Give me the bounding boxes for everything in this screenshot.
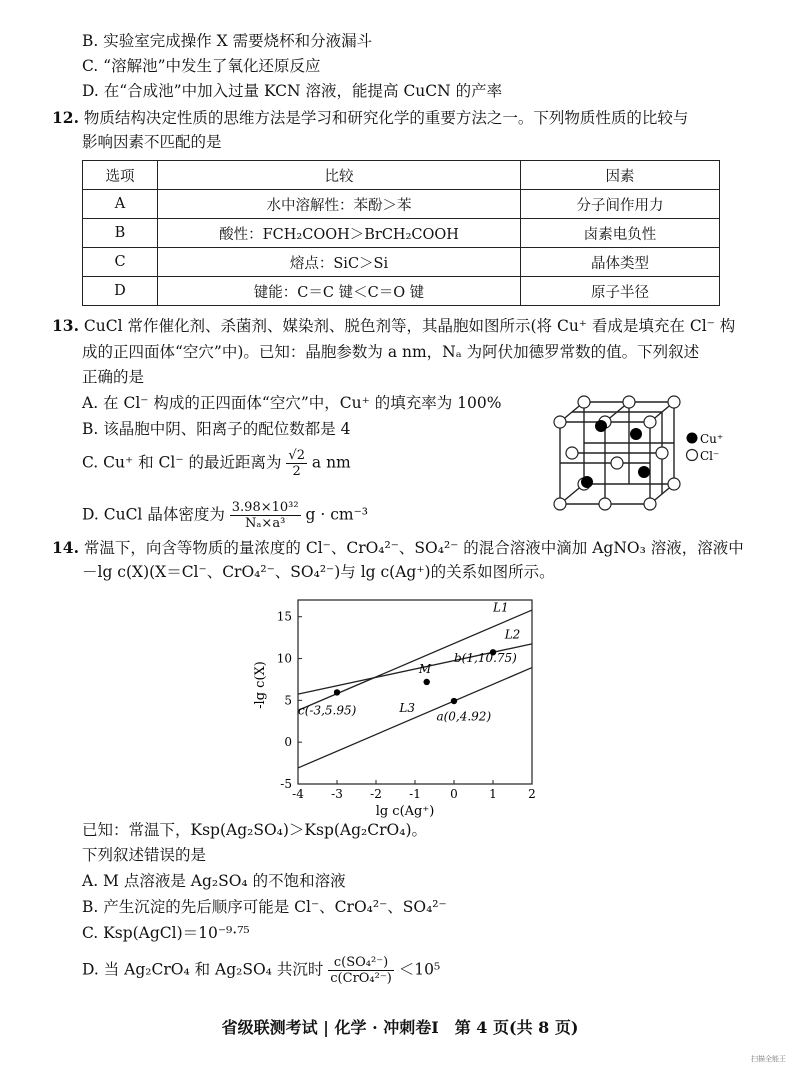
y-axis-label: -lg c(X) bbox=[253, 661, 268, 709]
x-tick-label: 2 bbox=[528, 787, 536, 801]
q14-stem-line2: －lg c(X)(X＝Cl⁻、CrO₄²⁻、SO₄²⁻)与 lg c(Ag⁺)的关系如图所示。 bbox=[82, 563, 555, 581]
table-cell-option: D bbox=[83, 277, 158, 306]
fraction-numerator: c(SO₄²⁻) bbox=[328, 955, 394, 971]
series-label-l3: L3 bbox=[399, 701, 416, 716]
q13-number: 13. bbox=[52, 316, 79, 335]
q13-option-d-unit: g · cm⁻³ bbox=[305, 505, 368, 524]
q13-stem-line3: 正确的是 bbox=[82, 368, 145, 386]
page-footer: 省级联测考试 | 化学 · 冲刺卷Ⅰ 第 4 页(共 8 页) bbox=[221, 1018, 579, 1037]
data-point-label: M bbox=[418, 661, 432, 676]
data-point-label: b(1,10.75) bbox=[454, 650, 517, 665]
series-line-l3 bbox=[298, 668, 532, 768]
q11-option-d: D. 在“合成池”中加入过量 KCN 溶液，能提高 CuCN 的产率 bbox=[82, 82, 503, 100]
q11-option-b: B. 实验室完成操作 X 需要烧杯和分液漏斗 bbox=[82, 32, 373, 50]
q14-number: 14. bbox=[52, 538, 79, 557]
q13-option-d bbox=[82, 500, 368, 531]
x-tick-label: 0 bbox=[450, 787, 458, 801]
table-row bbox=[83, 190, 720, 219]
q14-option-d-fraction bbox=[328, 955, 394, 986]
q13-option-c-text: C. Cu⁺ 和 Cl⁻ 的最近距离为 bbox=[82, 453, 282, 472]
y-tick-label: 0 bbox=[284, 735, 292, 750]
q13-option-b: B. 该晶胞中阴、阳离子的配位数都是 4 bbox=[82, 420, 351, 438]
y-tick-label: 15 bbox=[276, 609, 292, 624]
q12-stem-line1: 物质结构决定性质的思维方法是学习和研究化学的重要方法之一。下列物质性质的比较与 bbox=[83, 109, 689, 127]
series-label-l1: L1 bbox=[493, 600, 509, 615]
q14-option-d bbox=[82, 955, 440, 986]
data-point bbox=[451, 698, 457, 704]
fraction-numerator: √2 bbox=[288, 448, 305, 463]
data-point bbox=[334, 689, 340, 695]
table-row bbox=[83, 248, 720, 277]
fraction-denominator: 2 bbox=[292, 464, 301, 479]
table-header-row bbox=[83, 161, 720, 190]
series-label-l2: L2 bbox=[504, 627, 521, 642]
q14-stem-line1: 常温下，向含等物质的量浓度的 Cl⁻、CrO₄²⁻、SO₄²⁻ 的混合溶液中滴加 AgNO₃ 溶液，溶液中 bbox=[83, 539, 744, 557]
table-cell-factor: 分子间作用力 bbox=[521, 190, 720, 219]
table-cell-compare: 键能：C＝C 键＜C＝O 键 bbox=[158, 277, 521, 306]
lgc-chart bbox=[250, 590, 560, 820]
scanner-watermark: 扫描全能王 bbox=[751, 1055, 786, 1063]
y-tick-label: -5 bbox=[280, 777, 292, 791]
x-axis-label: lg c(Ag⁺) bbox=[375, 804, 435, 819]
x-tick-label: -1 bbox=[409, 787, 421, 801]
q13-option-c bbox=[82, 448, 351, 479]
q14-option-c: C. Ksp(AgCl)＝10⁻⁹·⁷⁵ bbox=[82, 924, 250, 942]
legend-cl-label: Cl⁻ bbox=[700, 449, 720, 463]
cucl-unit-cell-figure bbox=[546, 392, 736, 520]
q12-table bbox=[82, 160, 720, 306]
q13-stem-line2: 成的正四面体“空穴”中)。已知：晶胞参数为 a nm，Nₐ 为阿伏加德罗常数的值。下列叙述 bbox=[82, 343, 700, 361]
table-header-compare: 比较 bbox=[158, 161, 521, 190]
y-tick-label: 10 bbox=[276, 651, 292, 666]
x-tick-label: 1 bbox=[489, 787, 497, 801]
q14-stem bbox=[52, 538, 744, 558]
q13-option-d-text: D. CuCl 晶体密度为 bbox=[82, 505, 225, 524]
q13-stem bbox=[52, 316, 735, 336]
q13-option-c-fraction bbox=[286, 448, 307, 479]
q11-option-c: C. “溶解池”中发生了氧化还原反应 bbox=[82, 57, 321, 75]
fraction-denominator: Nₐ×a³ bbox=[245, 516, 286, 531]
table-cell-compare: 酸性：FCH₂COOH＞BrCH₂COOH bbox=[158, 219, 521, 248]
y-tick-label: 5 bbox=[284, 693, 292, 708]
cu-ions bbox=[581, 420, 650, 488]
q14-option-b: B. 产生沉淀的先后顺序可能是 Cl⁻、CrO₄²⁻、SO₄²⁻ bbox=[82, 898, 447, 916]
table-header-option: 选项 bbox=[83, 161, 158, 190]
table-cell-compare: 熔点：SiC＞Si bbox=[158, 248, 521, 277]
chart-lines bbox=[298, 601, 532, 768]
q12-stem-line2: 影响因素不匹配的是 bbox=[82, 133, 222, 151]
fraction-numerator: 3.98×10³² bbox=[231, 500, 299, 515]
table-row bbox=[83, 219, 720, 248]
q13-option-d-fraction bbox=[230, 500, 301, 531]
x-tick-label: -2 bbox=[370, 787, 382, 801]
q13-option-c-unit: a nm bbox=[311, 453, 351, 472]
q14-option-d-bound: ＜10⁵ bbox=[398, 960, 441, 979]
data-point-label: a(0,4.92) bbox=[436, 709, 492, 724]
q14-option-a: A. M 点溶液是 Ag₂SO₄ 的不饱和溶液 bbox=[82, 872, 346, 890]
table-header-factor: 因素 bbox=[521, 161, 720, 190]
table-cell-option: B bbox=[83, 219, 158, 248]
legend-cu-marker bbox=[687, 433, 698, 444]
fraction-denominator: c(CrO₄²⁻) bbox=[330, 971, 392, 986]
data-point-label: c(-3,5.95) bbox=[298, 703, 357, 718]
table-row bbox=[83, 277, 720, 306]
table-cell-factor: 晶体类型 bbox=[521, 248, 720, 277]
plot-frame bbox=[298, 600, 532, 784]
q13-option-a: A. 在 Cl⁻ 构成的正四面体“空穴”中，Cu⁺ 的填充率为 100% bbox=[82, 394, 502, 412]
legend-cu-label: Cu⁺ bbox=[700, 432, 724, 446]
legend-cl-marker bbox=[687, 450, 698, 461]
x-tick-label: -3 bbox=[331, 787, 343, 801]
table-cell-compare: 水中溶解性：苯酚＞苯 bbox=[158, 190, 521, 219]
x-tick-label: -4 bbox=[292, 787, 304, 801]
q14-ask: 下列叙述错误的是 bbox=[82, 846, 207, 864]
q14-known: 已知：常温下，Ksp(Ag₂SO₄)＞Ksp(Ag₂CrO₄)。 bbox=[82, 821, 427, 839]
table-cell-factor: 卤素电负性 bbox=[521, 219, 720, 248]
q13-stem-line1: CuCl 常作催化剂、杀菌剂、媒染剂、脱色剂等，其晶胞如图所示(将 Cu⁺ 看成是填充在 Cl⁻ 构 bbox=[83, 317, 736, 335]
q12-number: 12. bbox=[52, 108, 79, 127]
table-cell-option: A bbox=[83, 190, 158, 219]
q12-stem bbox=[52, 108, 688, 128]
table-cell-option: C bbox=[83, 248, 158, 277]
table-cell-factor: 原子半径 bbox=[521, 277, 720, 306]
q14-option-d-text: D. 当 Ag₂CrO₄ 和 Ag₂SO₄ 共沉时 bbox=[82, 960, 324, 979]
data-point bbox=[424, 679, 430, 685]
